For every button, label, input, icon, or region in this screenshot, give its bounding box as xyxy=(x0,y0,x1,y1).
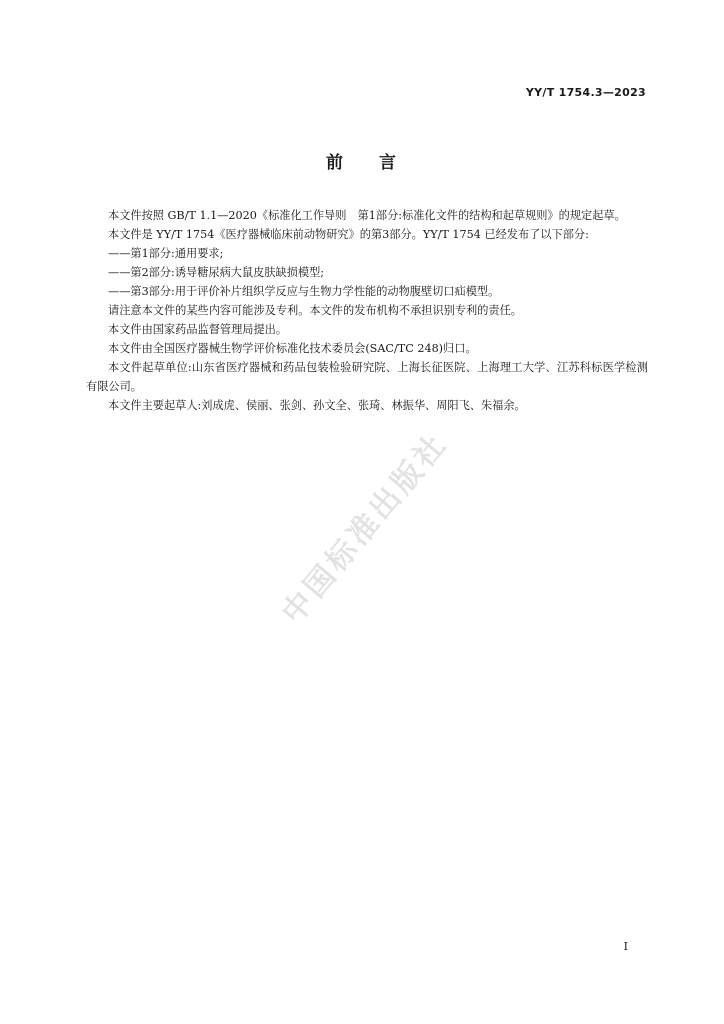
paragraph-series-info: 本文件是 YY/T 1754《医疗器械临床前动物研究》的第3部分。YY/T 1754 已经发布了以下部分: xyxy=(108,228,589,241)
paragraph-proposer: 本文件由国家药品监督管理局提出。 xyxy=(108,323,288,336)
part-list-item: ——第2部分:诱导糖尿病大鼠皮肤缺损模型; xyxy=(108,266,325,279)
foreword-body xyxy=(86,206,648,415)
page-number: I xyxy=(623,940,628,953)
part-list-item: ——第3部分:用于评价补片组织学反应与生物力学性能的动物腹壁切口疝模型。 xyxy=(108,285,500,298)
page-title xyxy=(0,148,724,173)
standard-code: YY/T 1754.3—2023 xyxy=(525,86,646,99)
publisher-watermark: 中国标准出版社 xyxy=(275,425,456,631)
paragraph-patent-notice: 请注意本文件的某些内容可能涉及专利。本文件的发布机构不承担识别专利的责任。 xyxy=(108,304,522,317)
paragraph-committee: 本文件由全国医疗器械生物学评价标准化技术委员会(SAC/TC 248)归口。 xyxy=(108,342,477,355)
part-list-item: ——第1部分:通用要求; xyxy=(108,247,224,260)
title-char-1: 前 xyxy=(326,153,345,173)
paragraph-drafting-units: 本文件起草单位:山东省医疗器械和药品包装检验研究院、上海长征医院、上海理工大学、江苏科标医学检测有限公司。 xyxy=(86,361,648,393)
paragraph-drafters: 本文件主要起草人:刘成虎、侯丽、张剑、孙文全、张琦、林振华、周阳飞、朱福余。 xyxy=(108,399,526,412)
paragraph-drafting-rules: 本文件按照 GB/T 1.1—2020《标准化工作导则 第1部分:标准化文件的结构和起草规则》的规定起草。 xyxy=(108,209,626,222)
title-char-2: 言 xyxy=(379,153,398,173)
